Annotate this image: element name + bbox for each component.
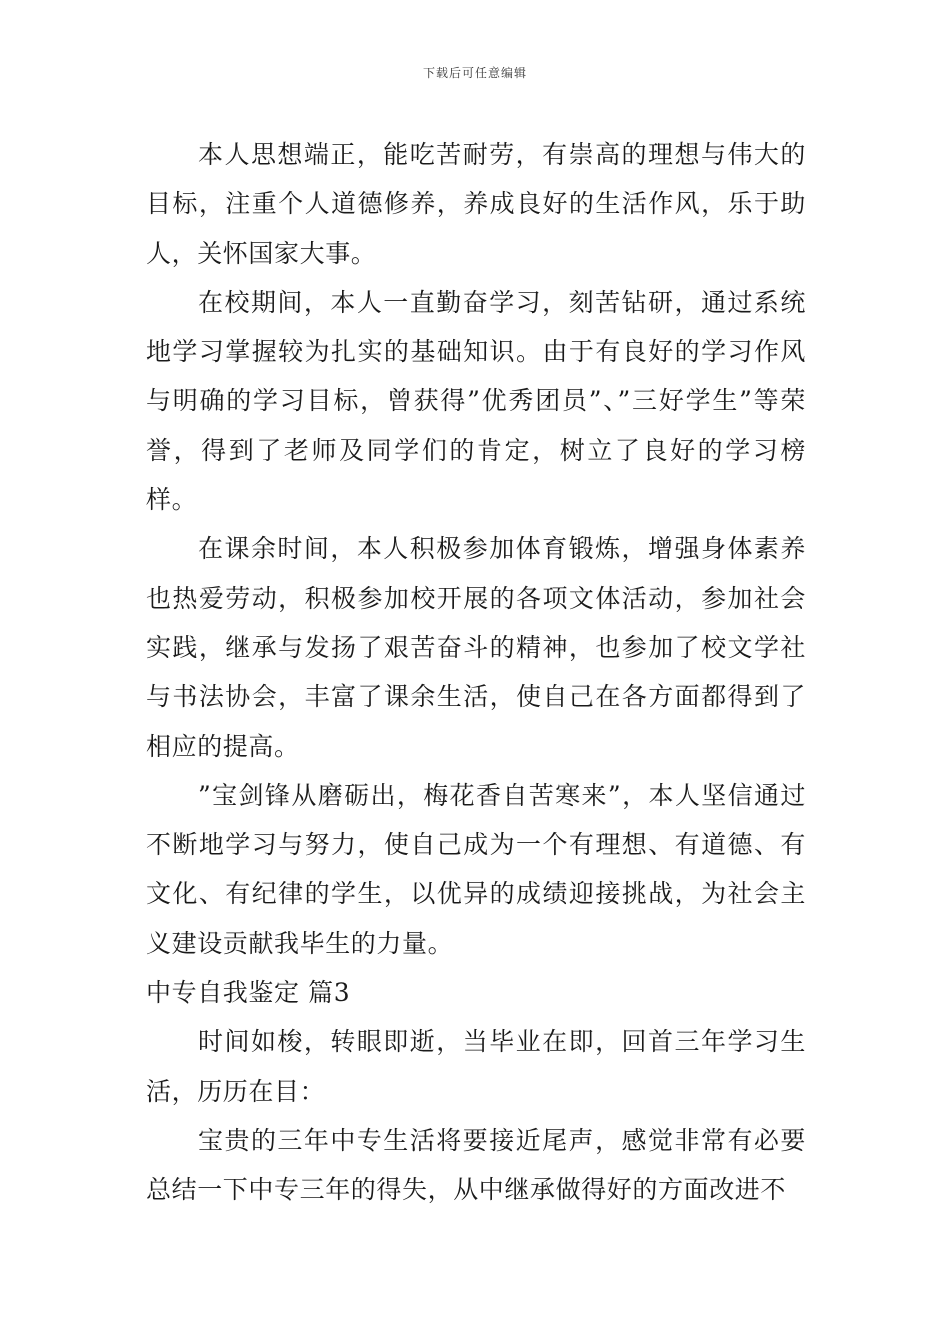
paragraph-time-flies: 时间如梭，转眼即逝，当毕业在即，回首三年学习生活，历历在目：: [146, 1027, 806, 1106]
section-heading: 中专自我鉴定 篇3: [146, 978, 351, 1008]
paragraph-morality: 本人思想端正，能吃苦耐劳，有崇高的理想与伟大的目标，注重个人道德修养，养成良好的生活作风，乐于助人，关怀国家大事。: [146, 140, 806, 268]
paragraph-extracurricular: 在课余时间，本人积极参加体育锻炼，增强身体素养也热爱劳动，积极参加校开展的各项文体活动，参加社会实践，继承与发扬了艰苦奋斗的精神，也参加了校文学社与书法协会，丰富了课余生活，使自己在各方面都得到了相应的提高。: [146, 534, 806, 761]
document-body: [146, 130, 806, 1215]
paragraph-study: 在校期间，本人一直勤奋学习，刻苦钻研，通过系统地学习掌握较为扎实的基础知识。由于有良好的学习作风与明确的学习目标，曾获得”优秀团员”、”三好学生”等荣誉，得到了老师及同学们的肯定，树立了良好的学习榜样。: [146, 287, 806, 515]
paragraph-conclusion: ”宝剑锋从磨砺出，梅花香自苦寒来”，本人坚信通过不断地学习与努力，使自己成为一个有理想、有道德、有文化、有纪律的学生，以优异的成绩迎接挑战，为社会主义建设贡献我毕生的力量。: [146, 780, 806, 958]
paragraph-summary-intro: 宝贵的三年中专生活将要接近尾声，感觉非常有必要总结一下中专三年的得失，从中继承做得好的方面改进不: [146, 1125, 806, 1205]
page-header-note: 下载后可任意编辑: [422, 66, 527, 80]
